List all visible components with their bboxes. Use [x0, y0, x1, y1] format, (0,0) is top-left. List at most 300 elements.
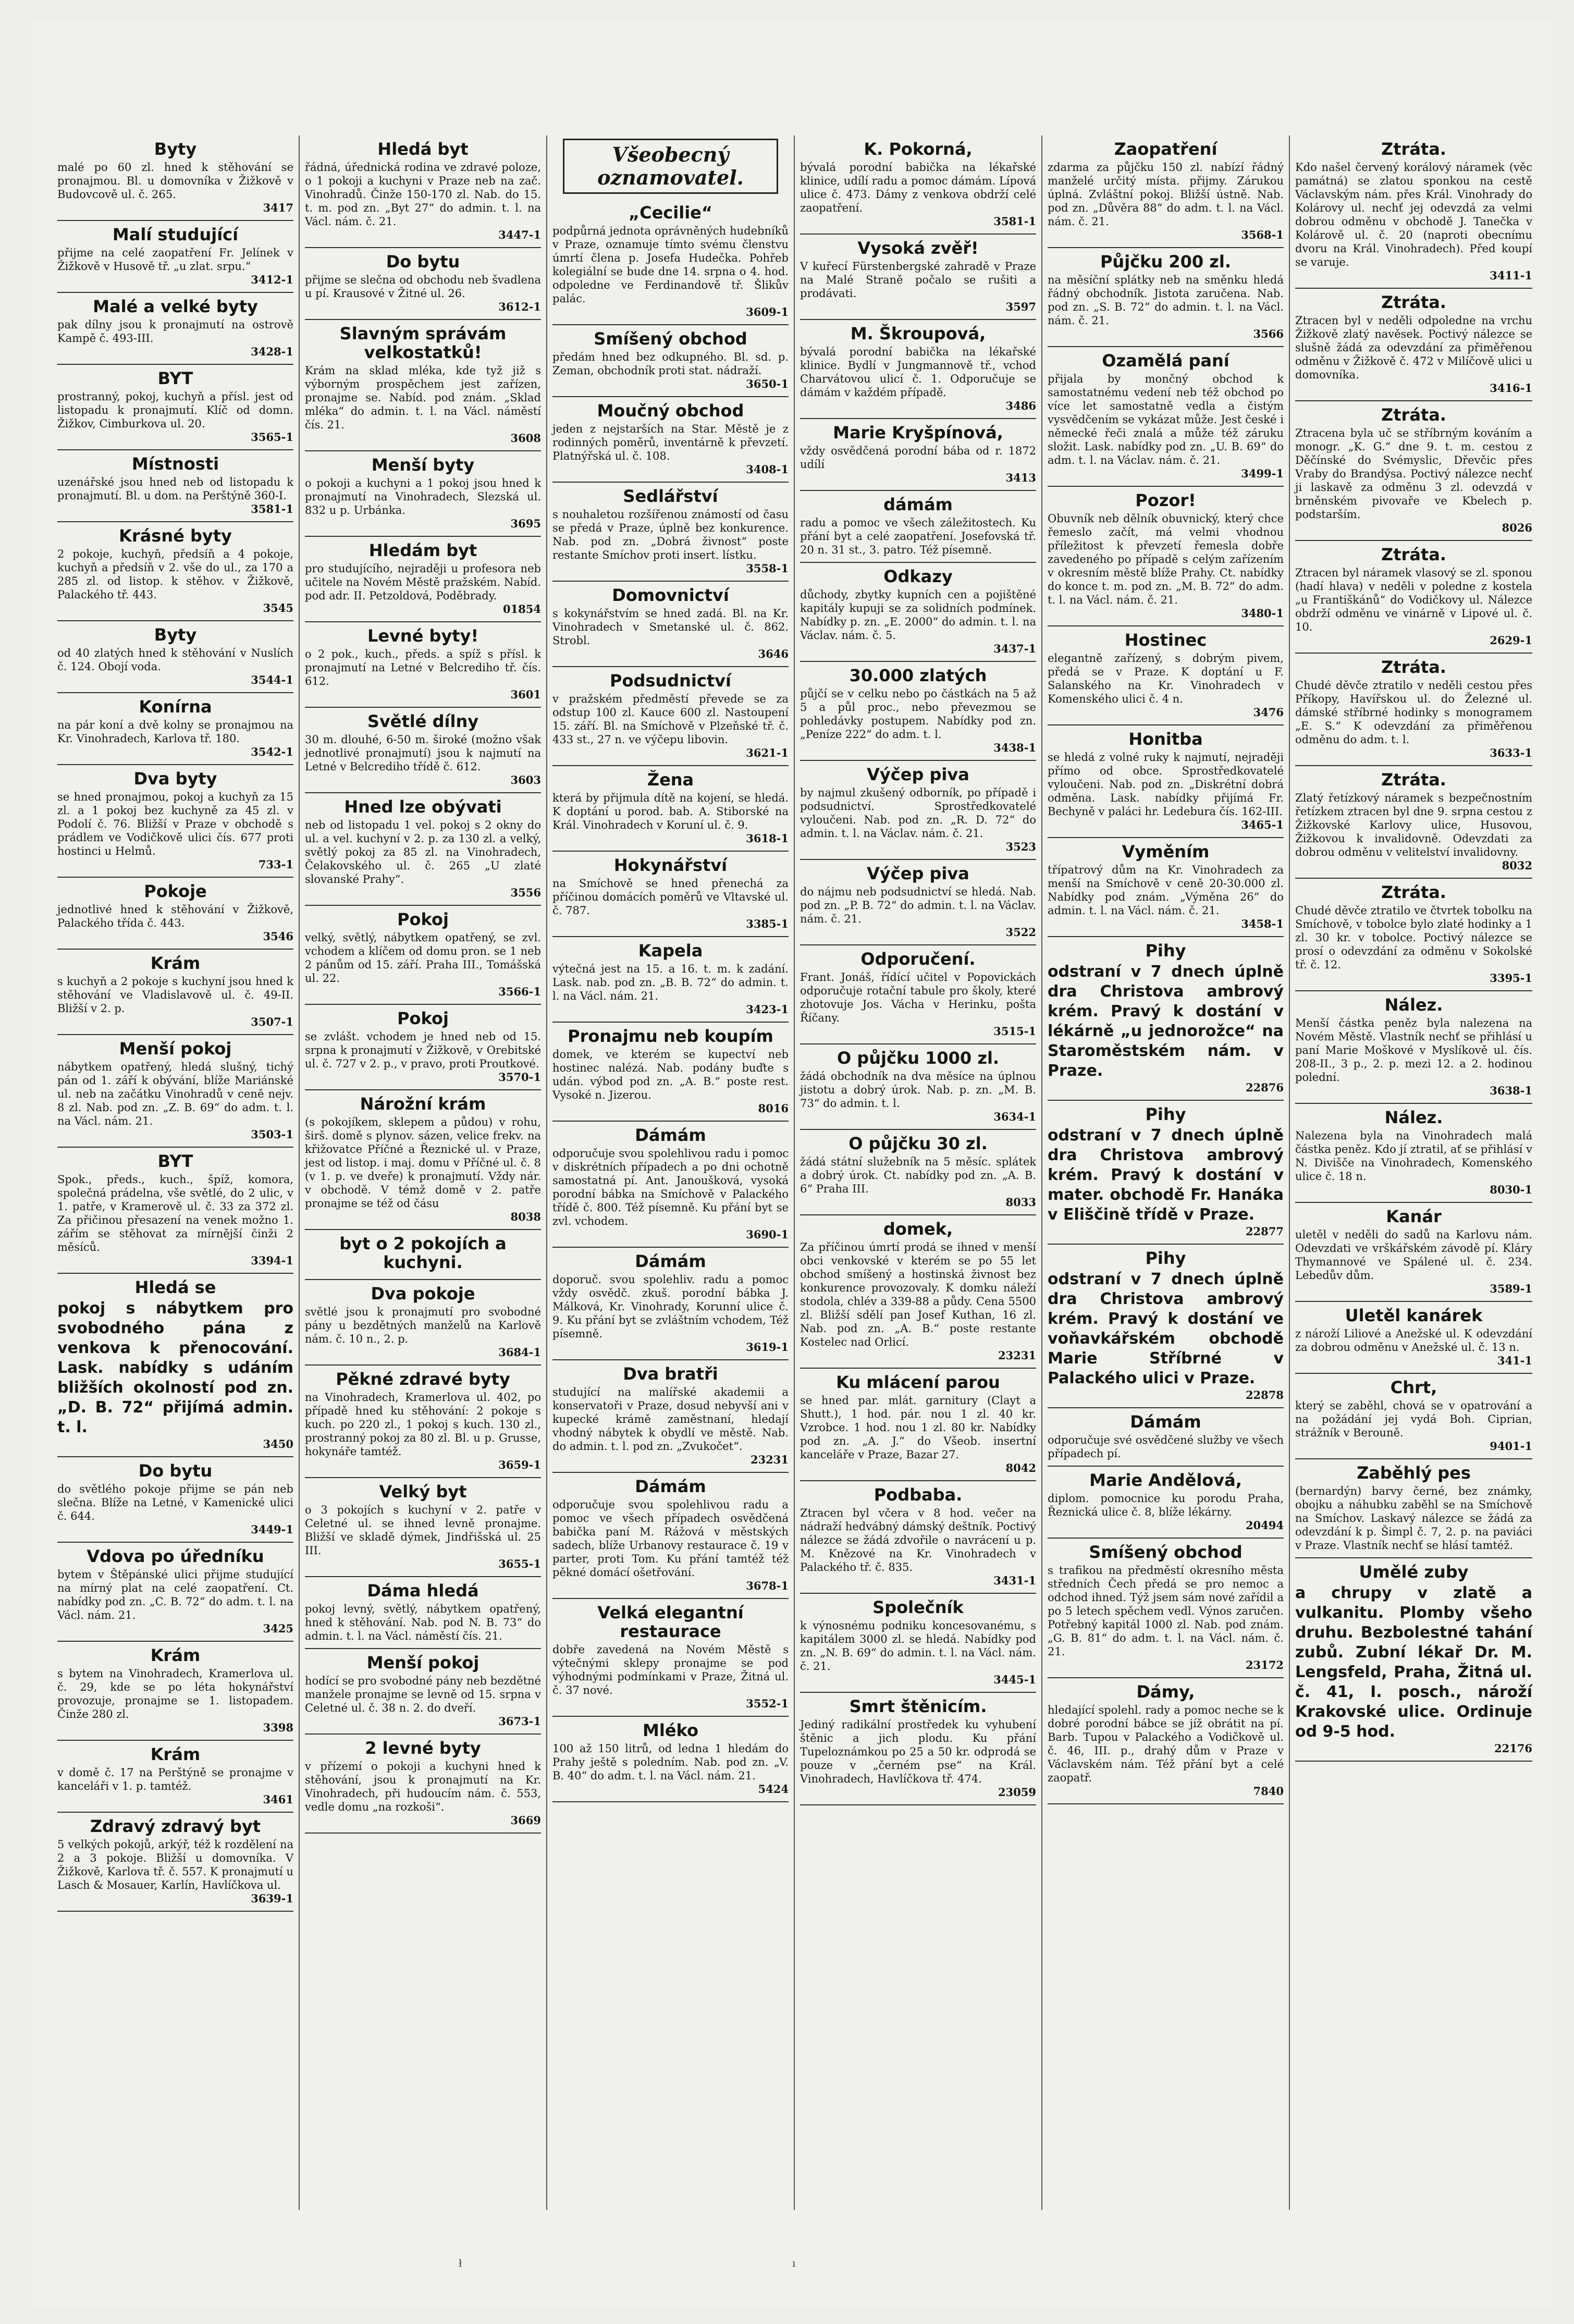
ad-body: (bernardýn) barvy černé, bez známky, obojku a náhubku zaběhl se na Smíchově na Smíchov. Laskavý nálezce se žádá za odevzdání k p. Šimpl č. 7, 2. p. na paviáci v Praze. Vlastník nechť se hlásí tamtéž. — [1295, 1485, 1532, 1552]
ad-body: třípatrový dům na Kr. Vinohradech za menší na Smíchově v ceně 20-30.000 zl. Nabídky pod znám. „Výměna 26“ do admin. t. l. na Václ. nám. č. 21. — [1048, 864, 1284, 917]
ad-reference-number: 3412-1 — [251, 273, 293, 286]
ad-body: s bytem na Vinohradech, Kramerlova ul. č. 29, kde se po léta hokynářství provozuje, pronajme se 1. listopadem. Činže 280 zl. — [57, 1667, 293, 1720]
classified-ad — [57, 1457, 293, 1543]
ad-body: Chudé děvče ztratilo ve čtvrtek tobolku na Smíchově, v tobolce bylo zlaté hodinky a 1 zl. 30 kr. v tobolce. Poctivý nálezce se prosí o odevzdání za odměnu v Sokolské tř. č. 12. — [1295, 904, 1532, 971]
ad-reference-number: 22876 — [1245, 1081, 1284, 1094]
ad-body: pokoj s nábytkem pro svobodného pána z venkova k přenocování. Lask. nabídky s udáním bližších okolností pod zn. „D. B. 72“ přijímá admin. t. l. — [57, 1299, 293, 1436]
ad-reference-number: 22878 — [1245, 1388, 1284, 1401]
classified-ad — [1048, 136, 1284, 248]
classified-ad — [552, 397, 789, 483]
ad-body: který se zaběhl, chová se v opatrování a na požádání jej vydá Boh. Ciprian, strážník v Berouně. — [1295, 1399, 1532, 1439]
ad-body: na pár koní a dvě kolny se pronajmou na Kr. Vinohradech, Karlova tř. 180. — [57, 719, 293, 745]
ad-heading: Krám — [150, 1744, 201, 1764]
ad-body: s trafikou na předměstí okresního města středních Čech předá se pro nemoc a odchod ihned. Týž jsem sám nové zařídil a po 5 letech spěchem vedl. Výnos zaručen. Potřebný kapitál 1000 zl. Nab. pod znám. „G. B. 81“ do adm. t. l. na Václ. nám. č. 21. — [1048, 1564, 1284, 1658]
ad-reference-number: 3431-1 — [993, 1574, 1036, 1587]
ad-reference-number: 3385-1 — [746, 917, 789, 930]
ad-body: Jediný radikální prostředek ku vyhubení štěnic a jich plodu. Ku přání Tupeloznámkou po 25 a 50 kr. odprodá se pouze v „černém pse“ na Král. Vinohradech, Havlíčkova tř. 474. — [800, 1718, 1036, 1785]
ad-body: pro studujícího, nejraději u profesora neb učitele na Novém Městě pražském. Nabíd. pod adr. II. Petzoldová, Poděbrady. — [305, 562, 541, 602]
classified-ad — [1295, 991, 1532, 1104]
ad-heading: Hledá se — [134, 1277, 216, 1297]
classified-ad — [800, 761, 1036, 860]
classified-ad — [57, 878, 293, 950]
classified-ad — [800, 1594, 1036, 1693]
ad-reference-number: 22877 — [1245, 1225, 1284, 1238]
ad-heading: Ku mlácení parou — [836, 1372, 1000, 1392]
ad-reference-number: 8032 — [1502, 859, 1532, 872]
ad-body: odstraní v 7 dnech úplně dra Christova ambrový krém. Pravý k dostání ve voňavkářském obchodě Marie Stříbrné v Palackého ulici v Praze. — [1048, 1270, 1284, 1387]
ad-heading: Pronajmu neb koupím — [568, 1026, 773, 1046]
ad-heading: Dámám — [635, 1251, 706, 1271]
ad-heading: Dámám — [1130, 1412, 1201, 1432]
ad-heading: Sedlářství — [623, 486, 718, 506]
ad-body: odstraní v 7 dnech úplně dra Christova ambrový krém. Pravý k dostání v mater. obchodě Fr. Hanáka v Eliščině třídě v Praze. — [1048, 1126, 1284, 1224]
ad-heading: Nález. — [1384, 1108, 1443, 1127]
ad-body: bývalá porodní babička na lékařské klinice. Bydlí v Jungmannově tř., vchod Charvátovou ulicí č. 1. Odporučuje se dámám v každém případě. — [800, 346, 1036, 399]
ad-heading: Dámy, — [1136, 1682, 1195, 1702]
ad-heading: Nález. — [1384, 995, 1443, 1015]
ad-body: s kuchyň a 2 pokoje s kuchyní jsou hned k stěhování ve Vladislavově ul. č. 49-II. Bližší v 2. p. — [57, 975, 293, 1015]
ad-heading: Pihy — [1145, 1104, 1186, 1124]
ad-heading: Pokoje — [144, 881, 207, 901]
classified-ad — [57, 450, 293, 522]
ad-heading: Nárožní krám — [360, 1094, 486, 1114]
classified-ad — [552, 667, 789, 766]
classified-ad — [1295, 289, 1532, 401]
classified-ad — [800, 1215, 1036, 1369]
classified-ad — [57, 1642, 293, 1741]
classified-ad — [305, 1577, 541, 1649]
ad-body: malé po 60 zl. hned k stěhování se pronajmou. Bl. u domovníka v Žižkově v Budovcově ul. č. 265. — [57, 161, 293, 201]
ad-reference-number: 3486 — [1005, 399, 1036, 412]
ad-heading: 30.000 zlatých — [849, 666, 987, 685]
ad-body: zdarma za půjčku 150 zl. nabízí řádný manželé určitý místa. přijmy. Zárukou úplná. Zvláštní pokoj. Bližší ústně. Nab. pod zn. „Důvěra 88“ do adm. t. l. na Václ. nám. č. 21. — [1048, 161, 1284, 228]
classified-ad — [1048, 937, 1284, 1101]
ad-reference-number: 3568-1 — [1241, 228, 1284, 241]
classified-ad — [552, 1023, 789, 1122]
ad-heading: Hledám byt — [368, 540, 477, 560]
ad-reference-number: 3447-1 — [498, 228, 541, 241]
newspaper-page — [31, 21, 1553, 2309]
ad-body: neb od listopadu 1 vel. pokoj s 2 okny do ul. a vel. kuchyní v 2. p. za 130 zl. a velký, světlý pokoj za 85 zl. na Vinohradech, Čelakovského ul. č. 265 „U zlaté slovanské Prahy“. — [305, 819, 541, 886]
ad-reference-number: 8026 — [1502, 521, 1532, 534]
ad-reference-number: 3684-1 — [498, 1346, 541, 1359]
classified-ad — [800, 419, 1036, 491]
ad-heading: Zdravý zdravý byt — [90, 1816, 261, 1836]
ad-reference-number: 3507-1 — [251, 1015, 293, 1028]
ad-reference-number: 3413 — [1005, 471, 1036, 484]
ad-body: důchody, zbytky kupních cen a pojištěné kapitály kupuji se za solidních podmínek. Nabídky p. zn. „E. 2000“ do admin. t. l. na Václav. nám. č. 5. — [800, 588, 1036, 642]
ad-body: Zlatý řetízkový náramek s bezpečnostním řetízkem ztracen byl dne 9. srpna cestou z Žižkovské Karlovy ulice, Husovou, Žižkovou k invalidovně. Odevzdati za dobrou odměnu v velitelství invalidovny. — [1295, 792, 1532, 858]
ad-body: o 3 pokojích s kuchyní v 2. patře v Celetné ul. se ihned levně pronajme. Bližší ve skladě dýmek, Jindřišská ul. 25 III. — [305, 1504, 541, 1557]
ad-body: Menší částka peněz byla nalezena na Novém Městě. Vlastník nechť se přihlásí u paní Marie Moškové v Myslíkově ul. čís. 208-II., 3 p., 2. p. mezi 12. a 2. hodinou polední. — [1295, 1017, 1532, 1084]
ad-body: přijala by mončný obchod k samostatnému vedení neb též obchod po více let samostatně vedla a čistým vysvědčením se vykázat může. Jest české i německé řeči znalá a může též záruku složit. Lask. nabídky pod zn. „U. B. 69“ do adm. t. l. na Václav. nám. č. 21. — [1048, 373, 1284, 466]
ad-body: o pokoji a kuchyni a 1 pokoj jsou hned k pronajmutí na Vinohradech, Slezská ul. 832 u p. Urbánka. — [305, 477, 541, 517]
ad-body: půjčí se v celku nebo po částkách na 5 až 5 a půl proc., nebo převezmou se pohledávky postupem. Nabídky pod zn. „Peníze 222“ do adm. t. l. — [800, 687, 1036, 741]
ad-heading: Ztráta. — [1381, 292, 1446, 312]
classified-ad — [552, 483, 789, 582]
classified-ad — [57, 1741, 293, 1813]
ad-reference-number: 3416-1 — [1490, 382, 1532, 395]
classified-ad — [552, 852, 789, 937]
classified-ad — [1295, 1203, 1532, 1302]
ad-heading: Menší byty — [371, 455, 475, 475]
ad-reference-number: 3425 — [263, 1622, 293, 1635]
classified-ad — [1048, 1539, 1284, 1678]
classified-ad — [1295, 879, 1532, 991]
classified-ad — [305, 1005, 541, 1090]
ad-reference-number: 3678-1 — [746, 1579, 789, 1592]
ad-reference-number: 3612-1 — [498, 300, 541, 313]
ad-reference-number: 8042 — [1005, 1461, 1036, 1474]
ad-reference-number: 3566 — [1253, 327, 1284, 340]
classified-ad — [800, 662, 1036, 761]
ad-heading: Ztráta. — [1381, 139, 1446, 159]
ad-reference-number: 3445-1 — [993, 1673, 1036, 1686]
ad-heading: Krásné byty — [119, 526, 232, 546]
ad-heading: Pokoj — [397, 909, 449, 929]
classified-ad — [1295, 654, 1532, 766]
ad-body: v přízemí o pokoji a kuchyni hned k stěhování, jsou k pronajmutí na Kr. Vinohradech, při hudoucím nám. č. 553, vedle domu „na rozkoši“. — [305, 1760, 541, 1813]
classified-ad — [1048, 248, 1284, 347]
classified-ad — [1048, 1101, 1284, 1245]
ad-heading: Smrt štěnicím. — [849, 1696, 987, 1716]
classified-ad — [57, 1035, 293, 1148]
column-4 — [795, 136, 1042, 2210]
ad-heading: BYT — [157, 368, 193, 388]
ad-reference-number: 3480-1 — [1241, 607, 1284, 620]
ad-reference-number: 3669 — [510, 1814, 541, 1827]
ad-body: odstraní v 7 dnech úplně dra Christova ambrový krém. Pravý k dostání v lékárně „u jednorožce“ na Staroměstském nám. v Praze. — [1048, 963, 1284, 1080]
classified-ad — [552, 582, 789, 667]
classified-ad — [1048, 1678, 1284, 1804]
ad-heading: Pozor! — [1135, 490, 1196, 510]
ad-body: na Vinohradech, Kramerlova ul. 402, po případě hned ku stěhování: 2 pokoje s kuch. po 220 zl., 1 pokoj s kuch. 130 zl., prostranný pokoj za 80 zl. Bl. u p. Grusse, hokynáře tamtéž. — [305, 1391, 541, 1458]
masthead — [563, 139, 778, 194]
ad-body: se hned par. mlát. garnitury (Clayt a Shutt.), 1 hod. pár. nou 1 zl. 40 kr. Vzrobce. 1 hod. nou 1 zl. 80 kr. Nabídky pod zn. „A. J.“ do Všeob. insertní kanceláře v Praze, Bazar 27. — [800, 1394, 1036, 1461]
ad-reference-number: 733-1 — [258, 858, 293, 871]
ad-reference-number: 3411-1 — [1490, 269, 1532, 282]
ad-reference-number: 3650-1 — [746, 377, 789, 390]
ad-body: uletěl v neděli do sadů na Karlovu nám. Odevzdati ve vrškářském závodě pí. Kláry Thymannové ve Spálené ul. č. 234. Lebedův dům. — [1295, 1228, 1532, 1282]
ad-body: pak dílny jsou k pronajmutí na ostrově Kampě č. 493-III. — [57, 318, 293, 345]
classified-ad — [305, 1735, 541, 1834]
ad-reference-number: 3545 — [263, 601, 293, 614]
ad-reference-number: 3417 — [263, 201, 293, 214]
classified-ad — [57, 136, 293, 221]
classified-ad — [552, 325, 789, 397]
ad-reference-number: 3673-1 — [498, 1715, 541, 1728]
ad-reference-number: 3398 — [263, 1721, 293, 1734]
classified-ad — [305, 1230, 541, 1280]
ad-reference-number: 22176 — [1494, 1742, 1532, 1755]
ad-body: domek, ve kterém se kupectví neb hostinec nalézá. Nab. podány buďte s udán. výbod pod zn. „A. B.“ poste rest. Vysoké n. Jizerou. — [552, 1048, 789, 1101]
ad-body: by najmul zkušený odborník, po případě i podsudnictví. Sprostředkovatelé vyloučeni. Nab. pod zn. „R. D. 72“ do admin. t. l. na Václav. nám. č. 21. — [800, 786, 1036, 840]
classified-ad — [552, 1599, 789, 1717]
ad-reference-number: 3394-1 — [251, 1254, 293, 1267]
ad-body: vždy osvědčená porodní bába od r. 1872 udílí — [800, 445, 1036, 471]
ad-body: Ztracen byl náramek vlasový se zl. sponou (hadí hlava) v neděli v poledne z kostela „u Františkánů“ do Vodičkovy ul. Nálezce obdrží odměnu ve vinárně v Lipové ul. č. 10. — [1295, 567, 1532, 633]
classified-ad — [1295, 136, 1532, 289]
ad-body: se zvlášt. vchodem je hned neb od 15. srpna k pronajmutí v Žižkově, v Orebitské ul. č. 727 v 2. p., v pravo, proti Proutkové. — [305, 1030, 541, 1070]
ad-reference-number: 3438-1 — [993, 741, 1036, 754]
ad-reference-number: 3581-1 — [251, 502, 293, 515]
ad-body: jeden z nejstarších na Star. Městě je z rodinných poměrů, inventárně k převzetí. Platnýřská ul. č. 108. — [552, 423, 789, 462]
classified-ad — [800, 1693, 1036, 1805]
ad-body: a chrupy v zlatě a vulkanitu. Plomby všeho druhu. Bezbolestné tahání zubů. Zubní lékař Dr. M. Lengsfeld, Praha, Žitná ul. č. 41, I. posch., nároží Krakovské ulice. Ordinuje od 9-5 hod. — [1295, 1584, 1532, 1741]
ad-heading: Podsudnictví — [610, 671, 731, 691]
ad-reference-number: 8030-1 — [1490, 1183, 1532, 1196]
ad-body: o 2 pok., kuch., předs. a spíž s přísl. k pronajmutí na Letné v Belcrediho tř. čís. 612. — [305, 648, 541, 687]
ad-heading: Hostinec — [1124, 630, 1207, 650]
classified-ad — [57, 522, 293, 621]
ad-reference-number: 3515-1 — [993, 1025, 1036, 1038]
classified-ad — [1048, 347, 1284, 487]
classified-ad — [1295, 541, 1532, 654]
ad-heading: Pihy — [1145, 1248, 1186, 1268]
ad-reference-number: 3690-1 — [746, 1228, 789, 1241]
classified-ad — [1295, 1374, 1532, 1459]
ad-heading: Byty — [154, 139, 197, 159]
ad-reference-number: 3565-1 — [251, 431, 293, 444]
ad-body: hodící se pro svobodné pány neb bezdětné manžele pronajme se levně od 15. srpna v Celetné ul. č. 38 n. 2. do dveří. — [305, 1675, 541, 1714]
ad-reference-number: 3523 — [1005, 840, 1036, 853]
ad-reference-number: 3639-1 — [251, 1892, 293, 1905]
ad-reference-number: 3449-1 — [251, 1523, 293, 1536]
ad-body: prostranný, pokoj, kuchyň a přísl. jest od listopadu k pronajmutí. Klíč od domn. Žižkov, Cimburkova ul. 20. — [57, 390, 293, 430]
classified-ad — [57, 1274, 293, 1457]
ad-heading: BYT — [157, 1151, 193, 1171]
ad-heading: Hokynářství — [613, 855, 728, 875]
ad-reference-number: 23231 — [998, 1349, 1036, 1362]
ad-reference-number: 3609-1 — [746, 305, 789, 318]
ad-body: (s pokojíkem, sklepem a půdou) v rohu, širš. domě s plynov. sázen, velice frekv. na křižovatce Příčné a Řeznické ul. v Praze, jest od listop. i maj. domu v Příčné ul. č. 8 (v 1. p. ve dveře) k pronajmutí. Vždy nár. v obchodě. V témž domě v 2. patře pronajme se též od čásu — [305, 1116, 541, 1210]
ad-body: Kdo našel červený korálový náramek (věc památná) se zlatou sponkou na cestě Václavským nám. přes Král. Vinohrady do Kolárovy ul. nechť jej odevzdá za velmi dobrou odměnu v obchodě J. Tanečka v Kolárově ul. č. 20 (naproti obecnímu dvoru na Král. Vinohradech). Před koupí se varuje. — [1295, 161, 1532, 268]
ad-heading: Odporučení. — [860, 949, 976, 969]
ad-heading: K. Pokorná, — [864, 139, 973, 159]
ad-heading: Společník — [872, 1597, 964, 1617]
ad-heading: Vyměním — [1122, 842, 1210, 862]
classified-ad — [57, 1813, 293, 1912]
ad-heading: domek, — [883, 1219, 953, 1239]
ad-heading: Levné byty! — [367, 626, 479, 646]
ad-heading: Menší pokoj — [119, 1039, 232, 1059]
ad-heading: Dámám — [635, 1477, 706, 1496]
ad-heading: Ztráta. — [1381, 405, 1446, 425]
ad-heading: Kapela — [638, 941, 703, 961]
ad-heading: Ztráta. — [1381, 882, 1446, 902]
ad-heading: Pokoj — [397, 1009, 449, 1028]
classified-ad — [800, 1044, 1036, 1130]
ad-reference-number: 3461 — [263, 1793, 293, 1806]
ad-body: se hledá z volné ruky k najmutí, nejraději přímo od obce. Sprostředkovatelé vyloučeni. Nab. pod zn. „Diskrétní dobrá odměna. Lask. nabídky přijímá Fr. Bechyně v paláci hr. Ledebura čís. 162-III. — [1048, 751, 1284, 818]
ad-heading: Dva byty — [133, 769, 217, 789]
ad-reference-number: 341-1 — [1497, 1354, 1532, 1367]
ad-heading: Smíšený obchod — [594, 329, 747, 349]
ad-heading: Uletěl kanárek — [1345, 1306, 1483, 1325]
column-3 — [547, 136, 795, 2210]
classified-ad — [305, 1478, 541, 1577]
ad-reference-number: 3695 — [510, 517, 541, 530]
classified-ad — [1295, 1459, 1532, 1558]
ad-body: bytem v Štěpánské ulici přijme studující na mírný plat na celé zaopatření. Ct. nabídky pod zn. „C. B. 72“ do adm. t. l. na Václ. nám. 21. — [57, 1568, 293, 1621]
classified-ad — [305, 708, 541, 793]
classified-ad — [552, 1122, 789, 1248]
classified-ad — [800, 945, 1036, 1044]
classified-ad — [800, 860, 1036, 945]
classified-ad — [800, 563, 1036, 662]
ad-heading: Pěkné zdravé byty — [336, 1369, 510, 1389]
ad-body: od 40 zlatých hned k stěhování v Nuslích č. 124. Obojí voda. — [57, 647, 293, 673]
classified-ad — [552, 937, 789, 1023]
ad-heading: Dva pokoje — [371, 1284, 475, 1304]
footer-mark: ı — [792, 2257, 796, 2269]
ad-heading: Dámám — [635, 1125, 706, 1145]
classified-ad — [800, 1481, 1036, 1594]
ad-body: 2 pokoje, kuchyň, předsíň a 4 pokoje, kuchyň a předsíň v 2. vše do ul., za 170 a 285 zl. od listop. k stěhov. v Žižkově, Palackého tř. 443. — [57, 548, 293, 601]
ad-reference-number: 3522 — [1005, 926, 1036, 939]
ad-heading: Marie Andělová, — [1089, 1470, 1242, 1490]
ad-reference-number: 7840 — [1253, 1785, 1284, 1798]
classified-ad — [1048, 1467, 1284, 1539]
ad-body: velký, světlý, nábytkem opatřený, se zvl. vchodem a klíčem od domu pron. se 1 neb 2 pánům od 15. září. Praha III., Tomášská ul. 22. — [305, 931, 541, 985]
classified-ad — [552, 199, 789, 325]
ad-body: s nouhaletou rozšířenou známostí od času se předá v Praze, úplně bez konkurence. Nab. pod zn. „Dobrá živnost“ poste restante Smíchov proti insert. lístku. — [552, 508, 789, 561]
classified-columns — [52, 136, 1553, 2210]
ad-heading: Malé a velké byty — [93, 297, 258, 316]
classified-ad — [305, 1090, 541, 1230]
classified-ad — [552, 766, 789, 852]
classified-ad — [1295, 1558, 1532, 1762]
classified-ad — [1048, 626, 1284, 726]
ad-reference-number: 3423-1 — [746, 1003, 789, 1016]
classified-ad — [800, 136, 1036, 235]
ad-body: studující na malířské akademii a konservatoři v Praze, dosud nebyvší ani v kupecké krámě zaměstnaní, hledají vhodný nábytek k obydlí ve městě. Nab. do admin. t. l. pod zn. „Zvukočet“. — [552, 1386, 789, 1453]
ad-reference-number: 23231 — [750, 1453, 789, 1466]
ad-reference-number: 3544-1 — [251, 673, 293, 686]
ad-body: jednotlivé hned k stěhování v Žižkově, Palackého třída č. 443. — [57, 903, 293, 929]
ad-heading: Pihy — [1145, 941, 1186, 961]
ad-reference-number: 20494 — [1245, 1519, 1284, 1532]
ad-reference-number: 3619-1 — [746, 1341, 789, 1354]
classified-ad — [1048, 1408, 1284, 1467]
classified-ad — [305, 451, 541, 537]
ad-reference-number: 3646 — [758, 647, 789, 660]
classified-ad — [305, 136, 541, 248]
ad-reference-number: 3570-1 — [498, 1071, 541, 1084]
ad-reference-number: 3408-1 — [746, 463, 789, 476]
classified-ad — [1295, 401, 1532, 541]
ad-heading: Světlé dílny — [367, 711, 479, 731]
classified-ad — [1048, 838, 1284, 937]
ad-heading: Do bytu — [138, 1461, 213, 1481]
ad-heading: Moučný obchod — [597, 401, 744, 421]
ad-heading: Honitba — [1128, 729, 1203, 749]
ad-reference-number: 9401-1 — [1490, 1440, 1532, 1453]
ad-heading: Ztráta. — [1381, 770, 1446, 790]
masthead-line: Všeobecný — [612, 143, 729, 166]
ad-reference-number: 3638-1 — [1490, 1084, 1532, 1097]
ad-heading: Výčep piva — [867, 864, 969, 883]
ad-body: hledající spolehl. rady a pomoc neche se k dobré porodní bábce se jíž obrátit na pí. Barb. Tupou v Palackého a Vodičkově ul. č. 46, III. p., drahý dům v Praze v Václavském nám. Též přání byt a celé zaopatř. — [1048, 1704, 1284, 1784]
ad-heading: Smíšený obchod — [1089, 1542, 1243, 1562]
classified-ad — [57, 1543, 293, 1642]
ad-reference-number: 8033 — [1005, 1196, 1036, 1209]
classified-ad — [800, 235, 1036, 320]
ad-heading: Vdova po úředníku — [87, 1546, 264, 1566]
ad-heading: Ozamělá paní — [1102, 351, 1229, 371]
ad-body: na měsíční splátky neb na směnku hledá řádný obchodník. Jistota zaručena. Nab. pod zn. „S. B. 72“ do admin. t. l. na Václ. nám. č. 21. — [1048, 274, 1284, 327]
ad-body: žádá obchodník na dva měsíce na úplnou jistotu a dobrý úrok. Nab. p. zn. „M. B. 73“ do admin. t. l. — [800, 1070, 1036, 1110]
ad-reference-number: 3458-1 — [1241, 917, 1284, 930]
ad-body: bývalá porodní babička na lékařské klinice, udílí radu a pomoc dámám. Lípová ulice č. 473. Dámy z venkova obdrží celé zaopatření. — [800, 161, 1036, 214]
ad-body: Frant. Jonáš, řídící učitel v Popovickách odporučuje rotační tabule pro školy, které zhotovuje Jos. Vácha v Herinku, pošta Říčany. — [800, 971, 1036, 1024]
ad-body: v pražském předměstí převede se za odstup 100 zl. Kauce 600 zl. Nastoupení 15. září. Bl. na Smíchově v Plzeňské tř. č. 433 st., 27 n. ve výčepu libovin. — [552, 693, 789, 746]
ad-heading: byt o 2 pokojích a kuchyni. — [339, 1234, 507, 1272]
ad-body: předám hned bez odkupného. Bl. sd. p. Zeman, obchodník proti stat. nádraží. — [552, 351, 789, 377]
column-6 — [1290, 136, 1538, 2210]
classified-ad — [305, 248, 541, 320]
ad-heading: Byty — [154, 625, 197, 645]
ad-reference-number: 3503-1 — [251, 1128, 293, 1141]
ad-heading: Výčep piva — [867, 765, 969, 784]
ad-heading: Kanár — [1386, 1207, 1442, 1226]
ad-body: přijme se slečna od obchodu neb švadlena u pí. Krausové v Žitné ul. 26. — [305, 274, 541, 300]
ad-body: diplom. pomocnice ku porodu Praha, Řeznická ulice č. 8, blíže lékárny. — [1048, 1492, 1284, 1518]
classified-ad — [800, 1130, 1036, 1215]
classified-ad — [800, 320, 1036, 419]
ad-body: radu a pomoc ve všech záležitostech. Ku přání byt a celé zaopatření. Josefovská tř. 20 n. 31 st., 3. patro. Též písemně. — [800, 517, 1036, 556]
classified-ad — [305, 1649, 541, 1735]
ad-reference-number: 3618-1 — [746, 832, 789, 845]
ad-heading: Do bytu — [386, 252, 460, 272]
classified-ad — [1048, 1245, 1284, 1408]
ad-body: na Smíchově se hned přenechá za příčinou domácích poměrů ve Vltavské ul. č. 787. — [552, 877, 789, 917]
column-1 — [52, 136, 300, 2210]
ad-heading: Velká elegantní restaurace — [597, 1603, 744, 1641]
ad-body: uzenářské jsou hned neb od listopadu k pronajmutí. Bl. u dom. na Perštýně 360-I. — [57, 476, 293, 502]
ad-heading: Domovnictví — [612, 585, 729, 605]
ad-body: k výnosnému podniku koncesovanému, s kapitálem 3000 zl. se hledá. Nabídky pod zn. „N. B. 69“ do admin. t. l. na Václ. nám. č. 21. — [800, 1619, 1036, 1673]
ad-body: Obuvník neb dělník obuvnický, který chce řemeslo začít, má velmi vhodnou příležitost k převzetí řemesla dobře zavedeného po případě s celým zařízením v okresním městě blíže Prahy. Ct. nabídky do konce t. m. pod zn. „M. B. 72“ do adm. t. l. na Václ. nám. č. 21. — [1048, 512, 1284, 606]
ad-reference-number: 3546 — [263, 930, 293, 943]
ad-heading: Marie Kryšpínová, — [833, 423, 1003, 442]
ad-body: Ztracen byl včera v 8 hod. večer na nádraží hedvábný dámský deštník. Poctivý nálezce se žádá zdvořile o navrácení u p. M. Knězové na Kr. Vinohradech v Palackého tř. č. 835. — [800, 1507, 1036, 1573]
ad-body: Ztracena byla uč se stříbrným kováním a monogr. „K. G.“ dne 9. t. m. cestou z Děčínské do Svémyslic, Dřevčic přes Vraby do Brandýsa. Poctivý nálezce nechť ji laskavě za odměnu 3 zl. odevzdá v brněnském pivovaře ve Kbelech p. podstarším. — [1295, 427, 1532, 521]
ad-reference-number: 3633-1 — [1490, 746, 1532, 759]
ad-body: žádá státní služebník na 5 měsíc. splátek a dobrý úrok. Ct. nabídky pod zn. „A. B. 6“ Praha III. — [800, 1155, 1036, 1195]
ad-heading: Dáma hledá — [367, 1581, 479, 1601]
ad-body: z nároží Liliové a Anežské ul. K odevzdání za dobrou odměnu v Anežské ul. č. 13 n. — [1295, 1327, 1532, 1354]
ad-body: pokoj levný, světlý, nábytkem opatřený, hned k stěhování. Nab. pod N. B. 73“ do admin. t. l. na Václ. náměstí čís. 21. — [305, 1603, 541, 1642]
ad-body: Krám na sklad mléka, kde tyž již s výborným prospěchem jest zařízen, pronajme se. Nabíd. pod znám. „Sklad mléka“ do admin. t. l. na Václ. náměstí čís. 21. — [305, 364, 541, 431]
ad-body: Za příčinou úmrtí prodá se ihned v menší obci venkovské v kterém se po 55 let obchod smíšený a hostinská živnost bez konkurence provozovaly. K domku náleží stodola, chlév a 339-88 a půdy. Cena 5500 zl. Bližší sdělí pan Josef Kuthan, 16 zl. Nab. pod zn. „A. B.“ poste restante Kostelec nad Orlicí. — [800, 1241, 1036, 1348]
ad-reference-number: 23059 — [998, 1786, 1036, 1799]
ad-body: doporuč. svou spolehliv. radu a pomoc vždy osvědč. zkuš. porodní bábka J. Málková, Kr. Vinohrady, Korunní ulice č. 9. Ku přání byt se zvláštním vchodem, Též písemně. — [552, 1273, 789, 1340]
ad-reference-number: 3659-1 — [498, 1458, 541, 1471]
ad-body: odporučuje svou spolehlivou radu a pomoc ve všech případech osvědčená babička paní M. Rážová v městských sadech, blíže Urbanovy restaurace č. 19 v parter, proti Tom. Ku přání tamtéž též pěkné domácí ošetřování. — [552, 1498, 789, 1579]
ad-heading: Ztráta. — [1381, 657, 1446, 677]
classified-ad — [305, 537, 541, 622]
ad-heading: dámám — [883, 495, 953, 514]
ad-heading: O půjčku 1000 zl. — [837, 1048, 1000, 1068]
ad-heading: Dva bratři — [623, 1364, 718, 1384]
ad-heading: Odkazy — [883, 567, 953, 586]
ad-body: 30 m. dlouhé, 6-50 m. široké (možno však jednotlivé pronajmutí) jsou k najmutí na Letné v Belcrediho třídě č. 612. — [305, 733, 541, 773]
ad-heading: Podbaba. — [874, 1485, 963, 1505]
ad-body: řádná, úřednická rodina ve zdravé poloze, o 1 pokoji a kuchyni v Praze neb na zač. Vinohradů. Činže 150-170 zl. Nab. do 15. t. m. pod zn. „Byt 27“ do admin. t. l. na Václ. nám. č. 21. — [305, 161, 541, 228]
ad-reference-number: 2629-1 — [1490, 634, 1532, 647]
ad-heading: Ztráta. — [1381, 545, 1446, 564]
